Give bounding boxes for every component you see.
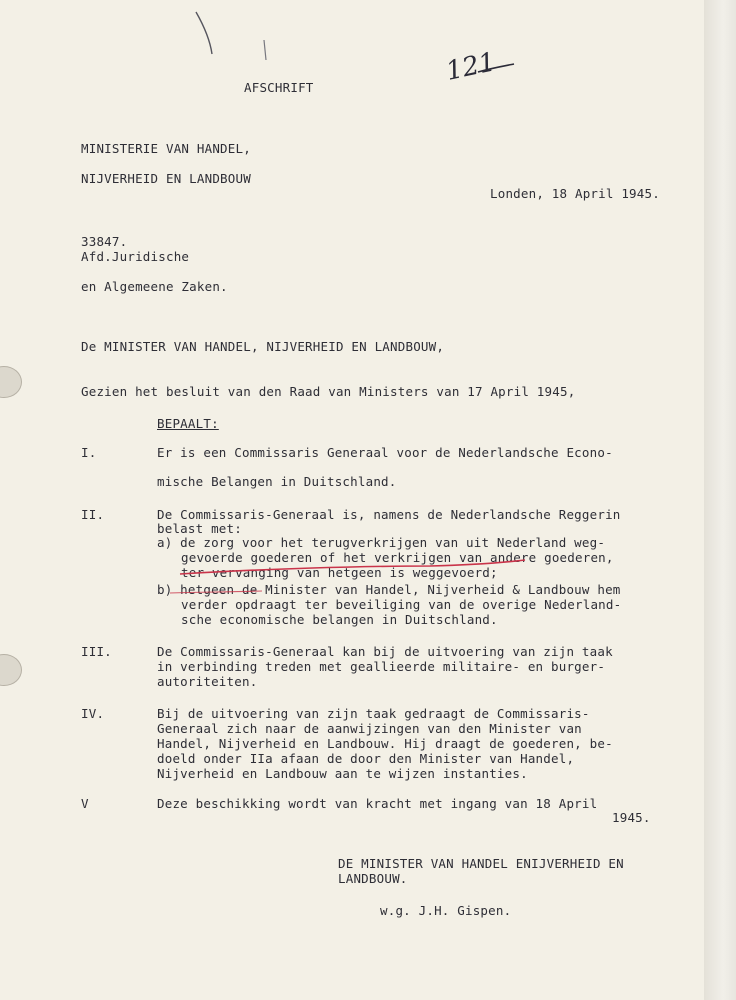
article-line: doeld onder IIa afaan de door den Minister van Handel, — [157, 751, 575, 766]
article-subline: ter vervanging van hetgeen is weggevoerd; — [181, 565, 498, 580]
reference-number: 33847. — [81, 234, 128, 249]
article-subline: gevoerde goederen of het verkrijgen van andere goederen, — [181, 550, 614, 565]
department-line-1: Afd.Juridische — [81, 249, 190, 264]
article-subline: sche economische belangen in Duitschland. — [181, 612, 498, 627]
minister-line: De MINISTER VAN HANDEL, NIJVERHEID EN LANDBOUW, — [81, 339, 445, 354]
considering-line: Gezien het besluit van den Raad van Ministers van 17 April 1945, — [81, 384, 576, 399]
signed-by: w.g. J.H. Gispen. — [380, 903, 512, 918]
article-number: V — [81, 796, 89, 811]
article-line: Nijverheid en Landbouw aan te wijzen instanties. — [157, 766, 528, 781]
article-number: IV. — [81, 706, 105, 721]
article-line: Generaal zich naar de aanwijzingen van den Minister van — [157, 721, 582, 736]
article-subline: a) de zorg voor het terugverkrijgen van uit Nederland weg- — [157, 535, 606, 550]
article-line: Deze beschikking wordt van kracht met ingang van 18 April — [157, 796, 598, 811]
next-page-edge — [704, 0, 736, 1000]
article-line: De Commissaris-Generaal kan bij de uitvoering van zijn taak — [157, 644, 613, 659]
decides-heading: BEPAALT: — [157, 416, 219, 431]
article-line: Bij de uitvoering van zijn taak gedraagt de Commissaris- — [157, 706, 590, 721]
article-number: II. — [81, 507, 105, 522]
article-line: mische Belangen in Duitschland. — [157, 474, 397, 489]
article-line: De Commissaris-Generaal is, namens de Nederlandsche Reggerin — [157, 507, 621, 522]
article-number: I. — [81, 445, 97, 460]
document-heading: AFSCHRIFT — [244, 80, 314, 95]
article-number: III. — [81, 644, 112, 659]
article-line: autoriteiten. — [157, 674, 258, 689]
article-line: Er is een Commissaris Generaal voor de Nederlandsche Econo- — [157, 445, 613, 460]
sender-line-1: MINISTERIE VAN HANDEL, — [81, 141, 251, 156]
department-line-2: en Algemeene Zaken. — [81, 279, 228, 294]
article-line: belast met: — [157, 521, 242, 536]
article-line: Handel, Nijverheid en Landbouw. Hij draagt de goederen, be- — [157, 736, 613, 751]
place-date: Londen, 18 April 1945. — [490, 186, 660, 201]
article-subline: b) hetgeen de Minister van Handel, Nijverheid & Landbouw hem — [157, 582, 621, 597]
article-line: 1945. — [612, 810, 651, 825]
handwritten-number: 121 — [443, 47, 499, 87]
signature-title-line-1: DE MINISTER VAN HANDEL ENIJVERHEID EN — [338, 856, 624, 871]
sender-line-2: NIJVERHEID EN LANDBOUW — [81, 171, 251, 186]
article-line: in verbinding treden met geallieerde militaire- en burger- — [157, 659, 606, 674]
article-subline: verder opdraagt ter beveiliging van de overige Nederland- — [181, 597, 622, 612]
signature-title-line-2: LANDBOUW. — [338, 871, 408, 886]
